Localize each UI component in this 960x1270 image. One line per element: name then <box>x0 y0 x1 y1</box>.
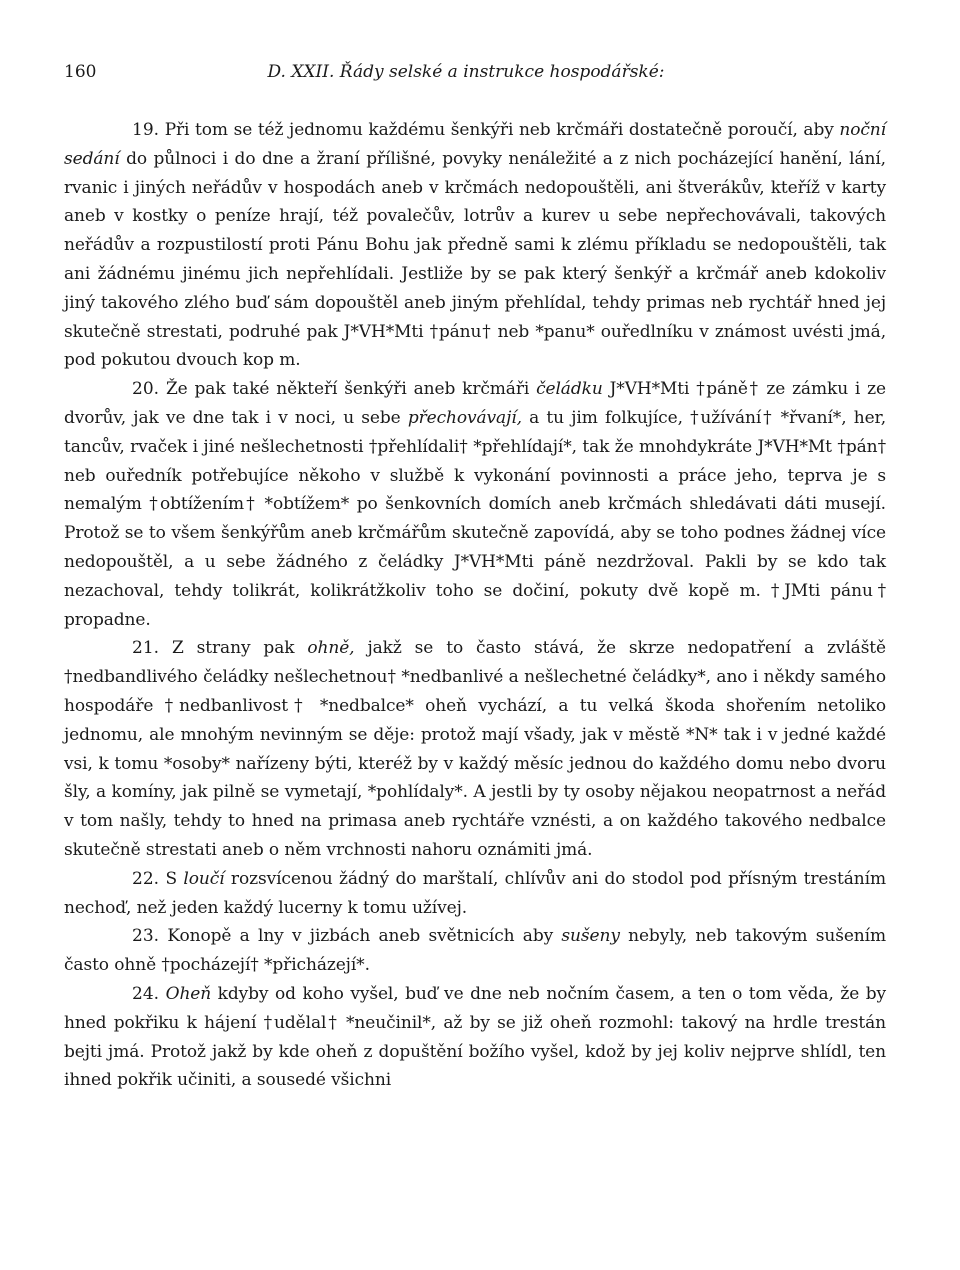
document-page <box>64 62 886 1095</box>
paragraph-text: Konopě a lny v jizbách aneb světnicích aby <box>159 926 562 947</box>
paragraph-number: 24. <box>132 983 160 1004</box>
emphasized-term: loučí <box>183 868 225 889</box>
paragraph-text: J*VH*Mti †páně† ze zámku i ze dvorův, jak ve dne tak i v noci, u sebe <box>64 379 886 428</box>
emphasized-term: Oheň <box>165 983 212 1004</box>
paragraph-text: Že pak také někteří šenkýři aneb krčmáři <box>159 379 537 400</box>
paragraph-text: S <box>159 868 184 889</box>
emphasized-term: sušeny <box>561 926 620 947</box>
paragraph-21 <box>64 634 886 864</box>
paragraph-22 <box>64 865 886 923</box>
paragraph-text: nebyly, neb takovým sušením často ohně †pocházejí† *přicházejí*. <box>64 926 886 976</box>
paragraph-text: Z strany pak <box>159 638 308 659</box>
paragraph-text: do půlnoci i do dne a žraní přílišné, povyky nenáležité a z nich pocházející hanění, lání, rvanic i jiných neřádův v hospodách aneb v krčmách nedopouštěli, ani štverákův, kteříž v karty aneb v kostky o peníze hrají, též povalečův, lotrův a kurev u sebe nepřechovávali, takových neřádův a rozpustilostí proti Pánu Bohu jak předně sami k zlému příkladu se nedopouštěli, tak ani žádnému jinému jich nepřehlídali. Jestliže by se pak který šenkýř a krčmář aneb kdokoliv jiný takového zlého buď sám dopouštěl aneb jiným přehlídal, tehdy primas neb rychtář hned jej skutečně strestati, podruhé pak J*VH*Mti †pánu† neb *panu* ouředlníku v známost uvésti jmá, pod pokutou dvouch kop m. <box>64 148 886 371</box>
paragraph-text: jakž se to často stává, že skrze nedopatření a zvláště †nedbandlivého čeládky nešlechetnou† *nedbanlivé a nešlechetné čeládky*, ano i někdy samého hospodáře †nedbanlivost† *nedbalce* oheň vychází, a tu velká škoda shořením netoliko jednomu, ale mnohým nevinným se děje: protož mají všady, jak v městě *N* tak i v jedné každé vsi, k tomu *osoby* nařízeny býti, kteréž by v každý měsíc jednou do každého domu nebo dvoru šly, a komíny, jak pilně se vymetají, *pohlídaly*. A jestli by ty osoby nějakou neopatrnost a neřád v tom našly, tehdy to hned na primasa aneb rychtáře vznésti, a on každého takového nedbalce skutečně strestati aneb o něm vrchnosti nahoru oznámiti jmá. <box>64 638 887 860</box>
emphasized-term: přechovávají, <box>407 407 522 428</box>
paragraph-20 <box>64 375 886 634</box>
paragraph-text: kdyby od koho vyšel, buď ve dne neb nočním časem, a ten o tom věda, že by hned pokřiku k hájení †udělal† *neučinil*, až by se již oheň rozmohl: takový na hrdle trestán bejti jmá. Protož jakž by kde oheň z dopuštění božího vyšel, kdož by jej koliv nejprve shlídl, ten ihned pokřik učiniti, a sousedé všichni <box>64 983 887 1091</box>
emphasized-term: noční sedání <box>64 120 886 169</box>
body-text <box>64 116 886 1095</box>
paragraph-number: 23. <box>132 926 160 947</box>
paragraph-number: 20. <box>132 379 160 400</box>
paragraph-23 <box>64 922 886 980</box>
running-header <box>64 62 886 92</box>
page-number: 160 <box>64 62 97 82</box>
paragraph-24 <box>64 980 886 1095</box>
paragraph-number: 22. <box>132 868 160 889</box>
paragraph-number: 21. <box>132 638 160 659</box>
paragraph-19 <box>64 116 886 375</box>
emphasized-term: ohně, <box>307 638 355 659</box>
paragraph-text: Při tom se též jednomu každému šenkýři neb krčmáři dostatečně poroučí, aby <box>159 120 840 140</box>
emphasized-term: čeládku <box>536 379 603 400</box>
paragraph-text: rozsvícenou žádný do marštalí, chlívův ani do stodol pod přísným trestáním nechoď, než jeden každý lucerny k tomu užívej. <box>64 868 886 918</box>
running-title: D. XXII. Řády selské a instrukce hospodářské: <box>267 62 665 82</box>
paragraph-number: 19. <box>132 120 160 140</box>
paragraph-text: a tu jim folkujíce, †užívání† *řvaní*, her, tancův, rvaček i jiné nešlechetnosti †přehlídali† *přehlídají*, tak že mnohdykráte J*VH*Mt †pán† neb ouředník potřebujíce někoho v službě k vykonání povinnosti a práce jeho, teprva je s nemalým †obtížením† *obtížem* po šenkovních domích aneb krčmách shledávati dáti musejí. Protož se to všem šenkýřům aneb krčmářům skutečně zapovídá, aby se toho podnes žádnej více nedopouštěl, a u sebe žádného z čeládky J*VH*Mti páně nezdržoval. Pakli by se kdo tak nezachoval, tehdy tolikrát, kolikrátžkoliv toho se dočiní, pokuty dvě kopě m. †JMti pánu† propadne. <box>64 407 887 630</box>
